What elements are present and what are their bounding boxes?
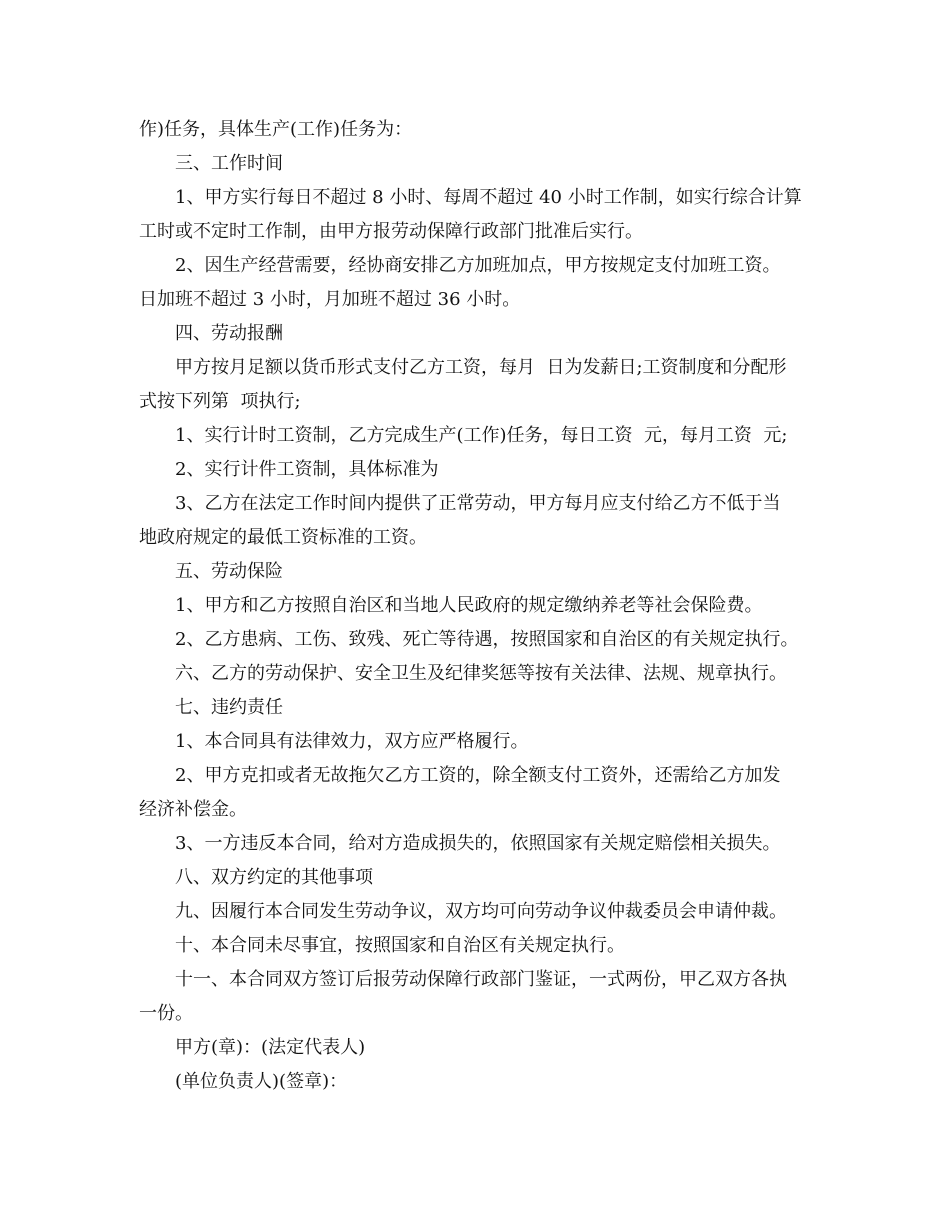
paragraph-line: 作)任务，具体生产(工作)任务为： — [139, 119, 413, 140]
paragraph-line: 2、因生产经营需要，经协商安排乙方加班加点，甲方按规定支付加班工资。 — [175, 255, 781, 276]
paragraph-line: 1、本合同具有法律效力，双方应严格履行。 — [175, 731, 529, 752]
paragraph-line: 2、乙方患病、工伤、致残、死亡等待遇，按照国家和自治区的有关规定执行。 — [175, 629, 799, 650]
paragraph-line: 一份。 — [139, 1003, 193, 1024]
section-heading-remuneration: 四、劳动报酬 — [175, 323, 283, 344]
paragraph-line: 经济补偿金。 — [139, 799, 247, 820]
section-heading-work-time: 三、工作时间 — [175, 153, 283, 174]
section-heading-protection: 六、乙方的劳动保护、安全卫生及纪律奖惩等按有关法律、法规、规章执行。 — [175, 663, 787, 684]
paragraph-line: 2、实行计件工资制，具体标准为 — [175, 459, 439, 480]
contract-body — [139, 113, 819, 1099]
paragraph-line: 3、乙方在法定工作时间内提供了正常劳动，甲方每月应支付给乙方不低于当 — [175, 493, 781, 514]
paragraph-line: 地政府规定的最低工资标准的工资。 — [139, 527, 427, 548]
signature-unit-head: (单位负责人)(签章)： — [175, 1071, 348, 1092]
section-heading-liability: 七、违约责任 — [175, 697, 283, 718]
paragraph-line: 式按下列第 项执行; — [139, 391, 301, 412]
section-heading-unresolved: 十、本合同未尽事宜，按照国家和自治区有关规定执行。 — [175, 935, 625, 956]
section-heading-copies: 十一、本合同双方签订后报劳动保障行政部门鉴证，一式两份，甲乙双方各执 — [175, 969, 787, 990]
paragraph-line: 3、一方违反本合同，给对方造成损失的，依照国家有关规定赔偿相关损失。 — [175, 833, 781, 854]
paragraph-line: 1、甲方和乙方按照自治区和当地人民政府的规定缴纳养老等社会保险费。 — [175, 595, 763, 616]
signature-party-a: 甲方(章)：(法定代表人) — [175, 1037, 366, 1058]
paragraph-line: 2、甲方克扣或者无故拖欠乙方工资的，除全额支付工资外，还需给乙方加发 — [175, 765, 781, 786]
section-heading-insurance: 五、劳动保险 — [175, 561, 283, 582]
section-heading-disputes: 九、因履行本合同发生劳动争议，双方均可向劳动争议仲裁委员会申请仲裁。 — [175, 901, 787, 922]
paragraph-line: 1、实行计时工资制，乙方完成生产(工作)任务，每日工资 元，每月工资 元; — [175, 425, 788, 446]
paragraph-line: 甲方按月足额以货币形式支付乙方工资，每月 日为发薪日;工资制度和分配形 — [175, 357, 787, 378]
paragraph-line: 日加班不超过 3 小时，月加班不超过 36 小时。 — [139, 289, 521, 310]
section-heading-other-matters: 八、双方约定的其他事项 — [175, 867, 373, 888]
paragraph-line: 工时或不定时工作制，由甲方报劳动保障行政部门批准后实行。 — [139, 221, 643, 242]
paragraph-line: 1、甲方实行每日不超过 8 小时、每周不超过 40 小时工作制，如实行综合计算 — [175, 187, 802, 208]
